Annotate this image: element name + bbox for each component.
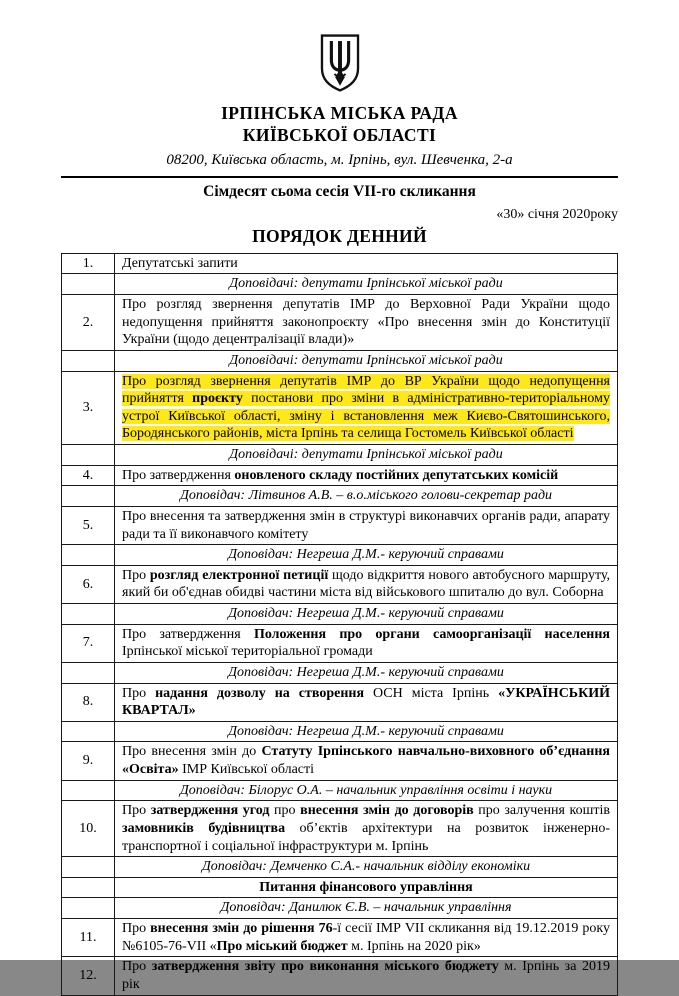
text-segment: Про розгляд звернення депутатів ІМР до ВР України щодо недопущення прийняття [122, 373, 610, 407]
text-segment: Про затвердження [122, 467, 235, 483]
agenda-item-text [115, 565, 618, 603]
agenda-item-row [62, 565, 618, 603]
row-number-cell [62, 857, 115, 878]
text-segment: Про [122, 567, 150, 583]
agenda-table-body [62, 253, 618, 995]
agenda-item-text [115, 742, 618, 780]
row-number-cell: 3. [62, 371, 115, 445]
org-address: 08200, Київська область, м. Ірпінь, вул. Шевченка, 2-а [166, 151, 513, 168]
reporter-row [62, 486, 618, 507]
reporter-text: Доповідач: Негреша Д.М.- керуючий справами [115, 545, 618, 566]
agenda-item-row [62, 919, 618, 957]
row-number-cell: 6. [62, 565, 115, 603]
section-header-row [62, 877, 618, 898]
agenda-item-text [115, 957, 618, 995]
reporter-row [62, 274, 618, 295]
text-segment: Про [122, 921, 151, 936]
text-segment: Про внесення змін до [122, 744, 262, 760]
ukraine-trident-emblem-icon [316, 34, 364, 92]
reporter-row [62, 545, 618, 566]
agenda-item-text [115, 624, 618, 662]
row-number-cell [62, 898, 115, 919]
reporter-row [62, 662, 618, 683]
agenda-item-row [62, 742, 618, 780]
header-divider [61, 176, 618, 178]
section-title-text: Питання фінансового управління [115, 877, 618, 898]
agenda-item-text [115, 506, 618, 544]
session-title: Сімдесят сьома сесія VII-го скликання [203, 182, 476, 200]
row-number-cell: 2. [62, 295, 115, 351]
row-number-cell: 7. [62, 624, 115, 662]
text-segment: Про затвердження [122, 626, 254, 642]
reporter-row [62, 780, 618, 801]
text-segment: Про [122, 685, 156, 701]
reporter-text: Доповідачі: депутати Ірпінської міської ради [115, 274, 618, 295]
agenda-item-row [62, 506, 618, 544]
agenda-item-text [115, 253, 618, 274]
bold-text-segment: надання дозволу на створення [155, 685, 365, 701]
text-segment: Про [122, 959, 152, 975]
agenda-item-row [62, 801, 618, 857]
reporter-row [62, 898, 618, 919]
bold-text-segment: оновленого складу постійних депутатських комісій [234, 467, 559, 483]
agenda-item-text [115, 801, 618, 857]
row-number-cell [62, 780, 115, 801]
text-segment: про [269, 803, 301, 819]
row-number-cell [62, 350, 115, 371]
text-segment: Про внесення та затвердження змін в структурі виконавчих органів ради, апарату ради та її виконавчого комітету [122, 508, 610, 542]
bold-text-segment: затвердження угод [150, 803, 270, 819]
bold-text-segment: внесення змін до договорів [300, 803, 474, 819]
agenda-item-text [115, 683, 618, 721]
org-name-line2: КИЇВСЬКОЇ ОБЛАСТІ [242, 124, 437, 145]
bold-text-segment: Положення про органи самоорганізації населення [253, 626, 610, 642]
agenda-item-text [115, 295, 618, 351]
row-number-cell: 11. [62, 919, 115, 957]
text-segment: щодо відкриття нового автобусного маршруту, який би об'єднав обидві частини міста від військового шпиталю до вул. Соборна [122, 567, 611, 601]
reporter-text: Доповідач: Негреша Д.М.- керуючий справами [115, 721, 618, 742]
agenda-document [61, 0, 618, 996]
text-segment: Про [122, 803, 151, 819]
row-number-cell [62, 445, 115, 466]
row-number-cell: 9. [62, 742, 115, 780]
reporter-text: Доповідач: Літвинов А.В. – в.о.міського голови-секретар ради [115, 486, 618, 507]
bold-text-segment: розгляд електронної петиції [149, 567, 329, 583]
bold-text-segment: Статуту Ірпінського навчально-виховного об’єднання «Освіта» [122, 744, 610, 777]
text-segment: ІМР Київської області [178, 762, 315, 777]
agenda-item-row [62, 295, 618, 351]
text-segment: про залучення коштів [473, 803, 610, 819]
row-number-cell: 8. [62, 683, 115, 721]
agenda-table [61, 253, 618, 996]
row-number-cell [62, 486, 115, 507]
text-segment: Депутатські запити [122, 255, 238, 271]
agenda-item-row [62, 624, 618, 662]
text-segment: Про розгляд звернення депутатів ІМР до Верховної Ради України щодо недопущення прийняття законопроєкту «Про внесення змін до Конституції України (щодо децентралізації влади)» [122, 297, 610, 348]
highlighted-text-span [122, 374, 610, 442]
row-number-cell [62, 721, 115, 742]
text-segment: м. Ірпінь на 2020 рік» [347, 938, 481, 954]
bold-text-segment: замовників будівництва [122, 820, 286, 836]
row-number-cell: 4. [62, 465, 115, 486]
reporter-text: Доповідач: Негреша Д.М.- керуючий справами [115, 604, 618, 625]
reporter-text: Доповідач: Негреша Д.М.- керуючий справами [115, 662, 618, 683]
agenda-item-row [62, 371, 618, 445]
row-number-cell [62, 545, 115, 566]
reporter-row [62, 604, 618, 625]
bold-text-segment: затвердження звіту про виконання міського бюджету [151, 959, 499, 975]
agenda-item-text [115, 371, 618, 445]
reporter-row [62, 857, 618, 878]
bold-text-segment: проєкту [192, 391, 243, 407]
bold-text-segment: внесення змін до рішення 76 [150, 921, 333, 936]
reporter-row [62, 721, 618, 742]
row-number-cell: 10. [62, 801, 115, 857]
org-name-line1: ІРПІНСЬКА МІСЬКА РАДА [221, 103, 458, 123]
agenda-item-text [115, 465, 618, 486]
reporter-text: Доповідач: Білорус О.А. – начальник управління освіти і науки [115, 780, 618, 801]
agenda-title: ПОРЯДОК ДЕННИЙ [252, 225, 427, 246]
reporter-text: Доповідач: Данилюк Є.В. – начальник управління [115, 898, 618, 919]
bold-text-segment: «УКРАЇНСЬКИЙ КВАРТАЛ» [122, 685, 610, 719]
agenda-item-row [62, 253, 618, 274]
row-number-cell [62, 662, 115, 683]
row-number-cell [62, 604, 115, 625]
agenda-item-text [115, 919, 618, 957]
row-number-cell [62, 877, 115, 898]
row-number-cell: 12. [62, 957, 115, 995]
bold-text-segment: Про міський бюджет [216, 938, 348, 954]
reporter-row [62, 445, 618, 466]
agenda-item-row [62, 465, 618, 486]
reporter-text: Доповідач: Демченко С.А.- начальник відділу економіки [115, 857, 618, 878]
agenda-item-row [62, 957, 618, 995]
text-segment: -ї сесії ІМР VII скликання від 19.12.2019 року №6105-76-VII « [122, 921, 610, 954]
reporter-text: Доповідачі: депутати Ірпінської міської ради [115, 445, 618, 466]
row-number-cell: 5. [62, 506, 115, 544]
text-segment: Ірпінської міської територіальної громади [122, 644, 373, 660]
reporter-row [62, 350, 618, 371]
text-segment: м. Ірпінь за 2019 рік [122, 959, 610, 992]
agenda-item-row [62, 683, 618, 721]
row-number-cell [62, 274, 115, 295]
document-date: «30» січня 2020року [496, 206, 618, 222]
text-segment: постанови про зміни в адміністративно-територіальному устрої Київської області, зміну і встановлення меж Києво-Святошинського, Бородянського районів, міста Ірпінь та селища Гостомель Київської області [122, 391, 610, 442]
emblem-container [61, 34, 618, 97]
row-number-cell: 1. [62, 253, 115, 274]
text-segment: ОСН міста Ірпінь [364, 685, 499, 701]
text-segment: об’єктів архітектури на розвиток інженерно-транспортної і соціальної інфраструктури м. Ірпінь [122, 820, 611, 854]
reporter-text: Доповідачі: депутати Ірпінської міської ради [115, 350, 618, 371]
